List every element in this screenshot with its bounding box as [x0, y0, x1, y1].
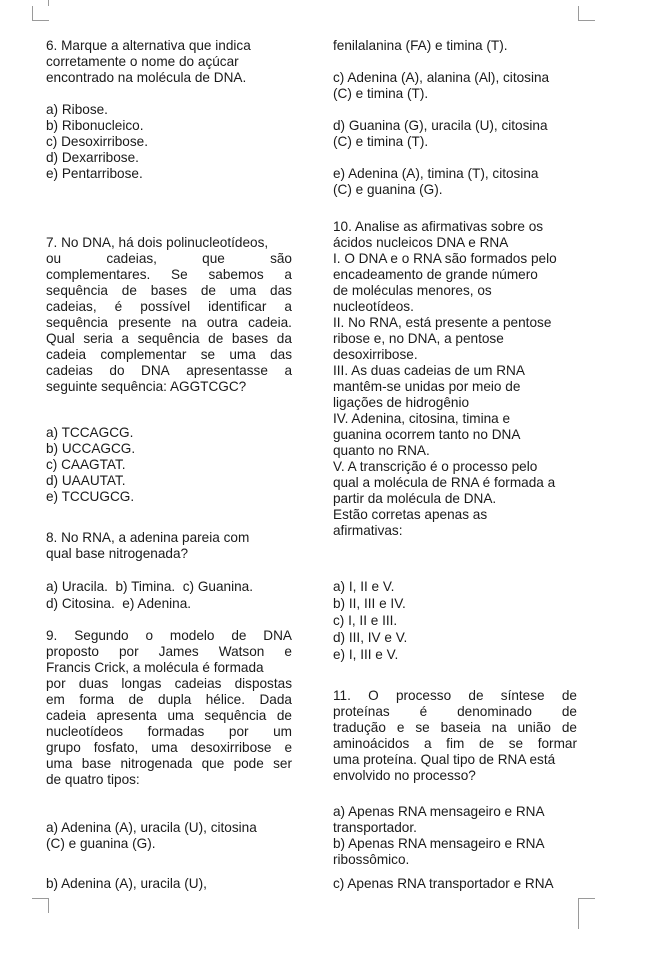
word: cadeia.	[248, 315, 292, 330]
word: bases	[150, 283, 188, 298]
word: forma	[79, 692, 115, 707]
q10-option-c: c) I, II e III.	[333, 613, 398, 628]
q7-stem-line	[46, 347, 292, 363]
word: a	[284, 363, 292, 378]
word: seria	[83, 331, 113, 346]
q10-stem-line: quanto no RNA.	[333, 443, 430, 458]
q11-stem-line	[333, 736, 577, 752]
q9-stem-line	[46, 676, 292, 692]
q10-stem-line: desoxirribose.	[333, 347, 418, 362]
q6-option-e: e) Pentarribose.	[46, 166, 143, 181]
word: na	[181, 315, 197, 330]
word: por	[228, 724, 249, 739]
word: base	[81, 756, 112, 771]
q9-stem-line	[46, 756, 292, 772]
q7-option-d: d) UAAUTAT.	[46, 473, 126, 488]
q6r-option-c: c) Adenina (A), alanina (Al), citosina	[333, 70, 550, 85]
word: fim	[446, 736, 465, 751]
q10-stem-line: ribose e, no DNA, a pentose	[333, 331, 504, 346]
word: sabemos	[208, 267, 264, 282]
word: bases	[231, 331, 269, 346]
word: que	[201, 756, 225, 771]
q9-stem-line	[46, 708, 292, 724]
crop-mark-top-left	[32, 6, 49, 21]
word: a	[423, 736, 432, 751]
word: formadas	[147, 724, 205, 739]
word: James	[158, 644, 199, 659]
q8-options-row-2: d) Citosina. e) Adenina.	[46, 596, 192, 611]
word: baseia	[440, 720, 481, 735]
word: hélice.	[205, 692, 246, 707]
word: sequência	[46, 315, 108, 330]
word: apresentasse	[186, 363, 268, 378]
word: sequência	[46, 283, 108, 298]
q11-stem-line: uma proteína. Qual tipo de RNA está	[333, 752, 556, 767]
q7-stem-line	[46, 299, 292, 315]
q9-stem-line	[46, 724, 292, 740]
q10-option-e: e) I, III e V.	[333, 647, 399, 662]
q10-stem-line: Estão corretas apenas as	[333, 507, 488, 522]
q10-stem-line: II. No RNA, está presente a pentose	[333, 315, 552, 330]
word: do	[109, 363, 125, 378]
word: cadeia	[46, 708, 87, 723]
q10-option-a: a) I, II e V.	[333, 579, 395, 594]
word: de	[231, 628, 247, 643]
word: união	[517, 720, 551, 735]
word: grupo	[46, 740, 81, 755]
word: é	[114, 299, 123, 314]
q9-option-a-cont: (C) e guanina (G).	[46, 836, 156, 851]
q9-option-b: b) Adenina (A), uracila (U),	[46, 876, 207, 891]
q10-stem-line: qual a molécula de RNA é formada a	[333, 475, 556, 490]
q11-stem-line: envolvido no processo?	[333, 768, 476, 783]
word: de	[128, 692, 144, 707]
word: modelo	[169, 628, 215, 643]
q11-option-c: c) Apenas RNA transportador e RNA	[333, 876, 554, 891]
word: DNA	[263, 628, 292, 643]
word: Se	[171, 267, 188, 282]
word: é	[419, 704, 428, 719]
word: processo	[395, 688, 452, 703]
word: de	[561, 704, 577, 719]
q6r-option-d-cont: (C) e timina (T).	[333, 134, 429, 149]
q11-stem-line	[333, 704, 577, 720]
word: nitrogenada	[120, 756, 193, 771]
q8-stem-line: qual base nitrogenada?	[46, 546, 189, 561]
word: na	[491, 720, 507, 735]
word: presente	[118, 315, 172, 330]
word: cadeias	[46, 363, 93, 378]
word: cadeias,	[46, 299, 97, 314]
word: sequência	[137, 331, 200, 346]
word: se	[508, 736, 524, 751]
q11-option-b: b) Apenas RNA mensageiro e RNA	[333, 836, 545, 851]
q6-stem-line: corretamente o nome do açúcar	[46, 54, 239, 69]
word: complementares.	[46, 267, 151, 282]
word: DNA	[141, 363, 170, 378]
word: proposto	[46, 644, 99, 659]
q10-stem-line: guanina ocorrem tanto no DNA	[333, 427, 521, 442]
q7-stem-line	[46, 251, 292, 267]
word: de	[561, 720, 577, 735]
word: Qual	[46, 331, 75, 346]
word: tradução	[333, 720, 386, 735]
word: que	[202, 251, 225, 266]
q10-option-d: d) III, IV e V.	[333, 630, 408, 645]
word: se	[415, 720, 430, 735]
q7-stem-line: seguinte sequência: AGGTCGC?	[46, 379, 247, 394]
word: apresenta	[96, 708, 157, 723]
q7-stem-line	[46, 363, 292, 379]
word: cadeia	[46, 347, 87, 362]
word: dispostas	[234, 676, 292, 691]
word: de	[200, 283, 216, 298]
word: e	[396, 720, 405, 735]
word: 9.	[46, 628, 58, 643]
crop-mark-bottom-right	[578, 898, 595, 929]
word: a	[284, 299, 292, 314]
crop-mark-top-right	[578, 6, 595, 21]
word: se	[200, 347, 216, 362]
q6-option-c: c) Desoxirribose.	[46, 134, 148, 149]
q6-option-a: a) Ribose.	[46, 102, 108, 117]
word: denominado	[457, 704, 532, 719]
q6r-option-e-cont: (C) e guanina (G).	[333, 182, 443, 197]
word: a	[284, 267, 292, 282]
q7-option-a: a) TCCAGCG.	[46, 425, 134, 440]
word: uma	[229, 347, 256, 362]
q7-stem-line: 7. No DNA, há dois polinucleotídeos,	[46, 235, 269, 250]
q6r-option-d: d) Guanina (G), uracila (U), citosina	[333, 118, 548, 133]
word: identificar	[208, 299, 267, 314]
word: aminoácidos	[333, 736, 410, 751]
q10-stem-line: III. As duas cadeias de um RNA	[333, 363, 525, 378]
word: uma	[151, 740, 178, 755]
q10-stem-line: V. A transcrição é o processo pelo	[333, 459, 538, 474]
q6-stem-line: 6. Marque a alternativa que indica	[46, 38, 251, 53]
word: Watson	[218, 644, 265, 659]
q8-options-row-1: a) Uracila. b) Timina. c) Guanina.	[46, 579, 253, 594]
q10-stem-line: ácidos nucleicos DNA e RNA	[333, 235, 509, 250]
q9-stem-line	[46, 628, 292, 644]
q7-option-c: c) CAAGTAT.	[46, 457, 126, 472]
word: 11.	[333, 688, 351, 703]
word: das	[270, 283, 292, 298]
word: ou	[46, 251, 62, 266]
q6r-line: fenilalanina (FA) e timina (T).	[333, 38, 508, 53]
word: de	[208, 331, 224, 346]
q10-stem-line: de moléculas menores, os	[333, 283, 492, 298]
q6-option-b: b) Ribonucleico.	[46, 118, 144, 133]
word: síntese	[500, 688, 545, 703]
word: das	[270, 347, 292, 362]
word: de	[468, 688, 484, 703]
word: são	[270, 251, 292, 266]
word: longas	[121, 676, 162, 691]
word: possível	[140, 299, 191, 314]
q11-stem-line	[333, 688, 577, 704]
q10-stem-line: I. O DNA e o RNA são formados pelo	[333, 251, 557, 266]
q11-option-b-cont: ribossômico.	[333, 852, 410, 867]
word: cadeias,	[106, 251, 157, 266]
q11-option-a-cont: transportador.	[333, 820, 417, 835]
word: ser	[273, 756, 292, 771]
word: um	[273, 724, 292, 739]
q6-stem-line: encontrado na molécula de DNA.	[46, 70, 247, 85]
q9-stem-line	[46, 692, 292, 708]
word: de	[561, 688, 577, 703]
word: por	[46, 676, 66, 691]
word: o	[145, 628, 154, 643]
q7-stem-line	[46, 315, 292, 331]
word: outra	[206, 315, 238, 330]
q10-stem-line: nucleotídeos.	[333, 299, 414, 314]
q9-stem-line	[46, 740, 292, 756]
q9-stem-line: Francis Crick, a molécula é formada	[46, 660, 264, 675]
q7-option-e: e) TCCUGCG.	[46, 489, 135, 504]
word: formar	[537, 736, 577, 751]
word: pode	[233, 756, 264, 771]
word: a	[121, 331, 129, 346]
word: por	[118, 644, 139, 659]
q11-stem-line	[333, 720, 577, 736]
word: uma	[229, 283, 257, 298]
word: proteínas	[333, 704, 390, 719]
word: duas	[78, 676, 109, 691]
word: uma	[46, 756, 73, 771]
q10-option-b: b) II, III e IV.	[333, 596, 406, 611]
word: desoxirribose	[190, 740, 272, 755]
word: de	[276, 708, 292, 723]
word: nucleotídeos	[46, 724, 124, 739]
q7-stem-line	[46, 283, 292, 299]
word: fosfato,	[93, 740, 139, 755]
q6-option-d: d) Dexarribose.	[46, 150, 139, 165]
q6r-option-e: e) Adenina (A), timina (T), citosina	[333, 166, 539, 181]
q8-stem-line: 8. No RNA, a adenina pareia com	[46, 530, 250, 545]
q10-stem-line: encadeamento de grande número	[333, 267, 538, 282]
q7-option-b: b) UCCAGCG.	[46, 441, 136, 456]
crop-mark-bottom-left	[32, 898, 49, 913]
q9-option-a: a) Adenina (A), uracila (U), citosina	[46, 820, 257, 835]
q10-stem-line: partir da molécula de DNA.	[333, 491, 497, 506]
word: O	[368, 688, 379, 703]
word: da	[276, 331, 292, 346]
q9-stem-line: de quatro tipos:	[46, 772, 140, 787]
q10-stem-line: IV. Adenina, citosina, timina e	[333, 411, 511, 426]
word: em	[46, 692, 65, 707]
q9-stem-line	[46, 644, 292, 660]
word: Segundo	[74, 628, 129, 643]
q10-stem-line: mantêm-se unidas por meio de	[333, 379, 521, 394]
q6r-option-c-cont: (C) e timina (T).	[333, 86, 429, 101]
q7-stem-line	[46, 267, 292, 283]
word: complementar	[100, 347, 187, 362]
word: cadeias	[174, 676, 222, 691]
word: e	[284, 740, 292, 755]
q10-stem-line: ligações de hidrogênio	[333, 395, 470, 410]
q7-stem-line	[46, 331, 292, 347]
word: Dada	[259, 692, 292, 707]
word: de	[478, 736, 495, 751]
q10-stem-line: afirmativas:	[333, 523, 403, 538]
word: e	[284, 644, 292, 659]
word: sequência	[204, 708, 267, 723]
word: dupla	[158, 692, 192, 707]
q11-option-a: a) Apenas RNA mensageiro e RNA	[333, 804, 545, 819]
q10-stem-line: 10. Analise as afirmativas sobre os	[333, 219, 544, 234]
word: de	[121, 283, 137, 298]
word: uma	[167, 708, 194, 723]
